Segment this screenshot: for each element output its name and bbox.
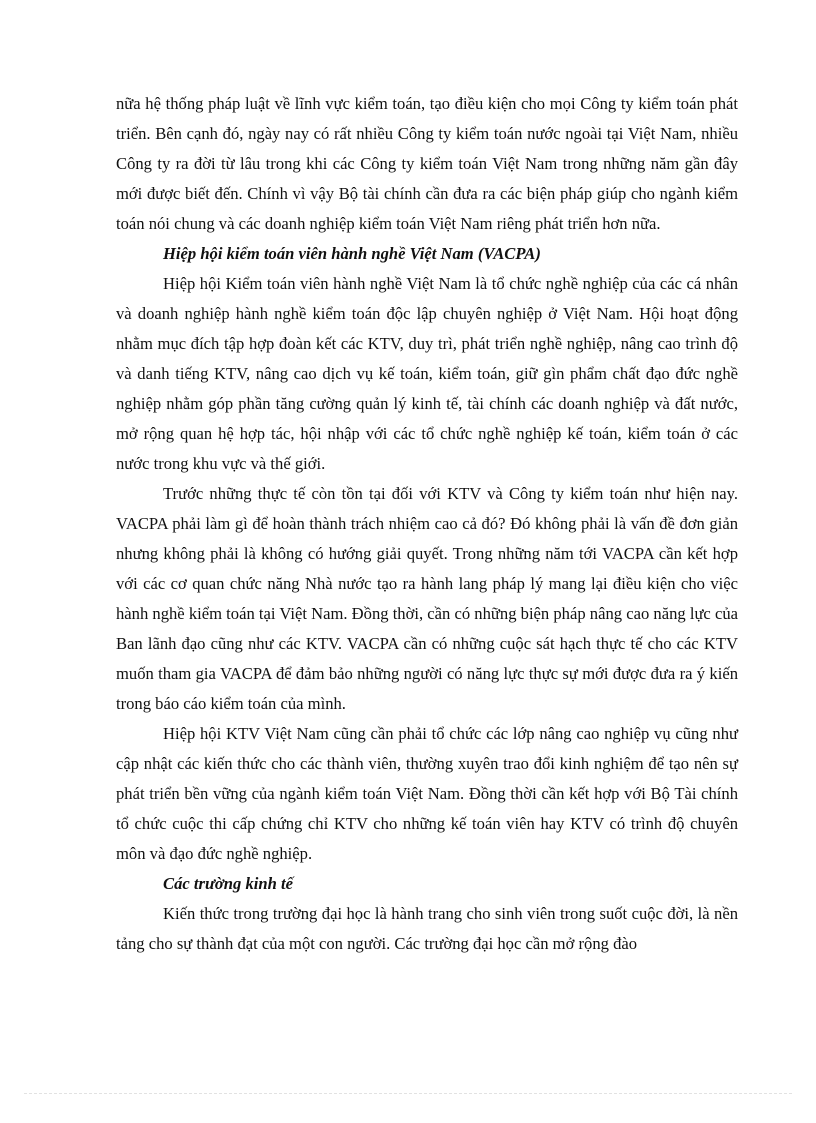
paragraph-vacpa-definition: Hiệp hội Kiểm toán viên hành nghề Việt Nam là tổ chức nghề nghiệp của các cá nhân và doanh nghiệp hành nghề kiểm toán độc lập chuyên nghiệp ở Việt Nam. Hội hoạt động nhằm mục đích tập hợp đoàn kết các KTV, duy trì, phát triển nghề nghiệp, nâng cao trình độ và danh tiếng KTV, nâng cao dịch vụ kế toán, kiểm toán, giữ gìn phẩm chất đạo đức nghề nghiệp nhằm góp phần tăng cường quản lý kinh tế, tài chính các doanh nghiệp và đất nước, mở rộng quan hệ hợp tác, hội nhập với các tổ chức nghề nghiệp kế toán, kiểm toán ở các nước trong khu vực và thế giới.	[116, 274, 738, 473]
paragraph-legal-framework: nữa hệ thống pháp luật về lĩnh vực kiểm toán, tạo điều kiện cho mọi Công ty kiểm toán phát triển. Bên cạnh đó, ngày nay có rất nhiều Công ty kiểm toán nước ngoài tại Việt Nam, nhiều Công ty ra đời từ lâu trong khi các Công ty kiểm toán Việt Nam trong những năm gần đây mới được biết đến. Chính vì vậy Bộ tài chính cần đưa ra các biện pháp giúp cho ngành kiểm toán nói chung và các doanh nghiệp kiểm toán Việt Nam riêng phát triển hơn nữa.	[116, 94, 738, 233]
heading-vacpa: Hiệp hội kiểm toán viên hành nghề Việt Nam (VACPA)	[163, 244, 541, 263]
document-body	[116, 89, 738, 959]
paragraph-vacpa-training: Hiệp hội KTV Việt Nam cũng cần phải tổ chức các lớp nâng cao nghiệp vụ cũng như cập nhật các kiến thức cho các thành viên, thường xuyên trao đổi kinh nghiệm để tạo nên sự phát triển bền vững của ngành kiểm toán Việt Nam. Đồng thời cần kết hợp với Bộ Tài chính tổ chức cuộc thi cấp chứng chỉ KTV cho những kế toán viên hay KTV có trình độ chuyên môn và đạo đức nghề nghiệp.	[116, 724, 738, 863]
heading-economic-schools: Các trường kinh tế	[163, 874, 293, 893]
paragraph-vacpa-responsibility: Trước những thực tế còn tồn tại đối với KTV và Công ty kiểm toán như hiện nay. VACPA phải làm gì để hoàn thành trách nhiệm cao cả đó? Đó không phải là vấn đề đơn giản nhưng không phải là không có hướng giải quyết. Trong những năm tới VACPA cần kết hợp với các cơ quan chức năng Nhà nước tạo ra hành lang pháp lý mang lại điều kiện cho việc hành nghề kiểm toán tại Việt Nam. Đồng thời, cần có những biện pháp nâng cao năng lực của Ban lãnh đạo cũng như các KTV. VACPA cần có những cuộc sát hạch thực tế cho các KTV muốn tham gia VACPA để đảm bảo những người có năng lực thực sự mới được đưa ra ý kiến trong báo cáo kiểm toán của mình.	[116, 484, 738, 713]
paragraph-university-knowledge: Kiến thức trong trường đại học là hành trang cho sinh viên trong suốt cuộc đời, là nền tảng cho sự thành đạt của một con người. Các trường đại học cần mở rộng đào	[116, 904, 738, 953]
page-bottom-divider	[24, 1093, 792, 1094]
